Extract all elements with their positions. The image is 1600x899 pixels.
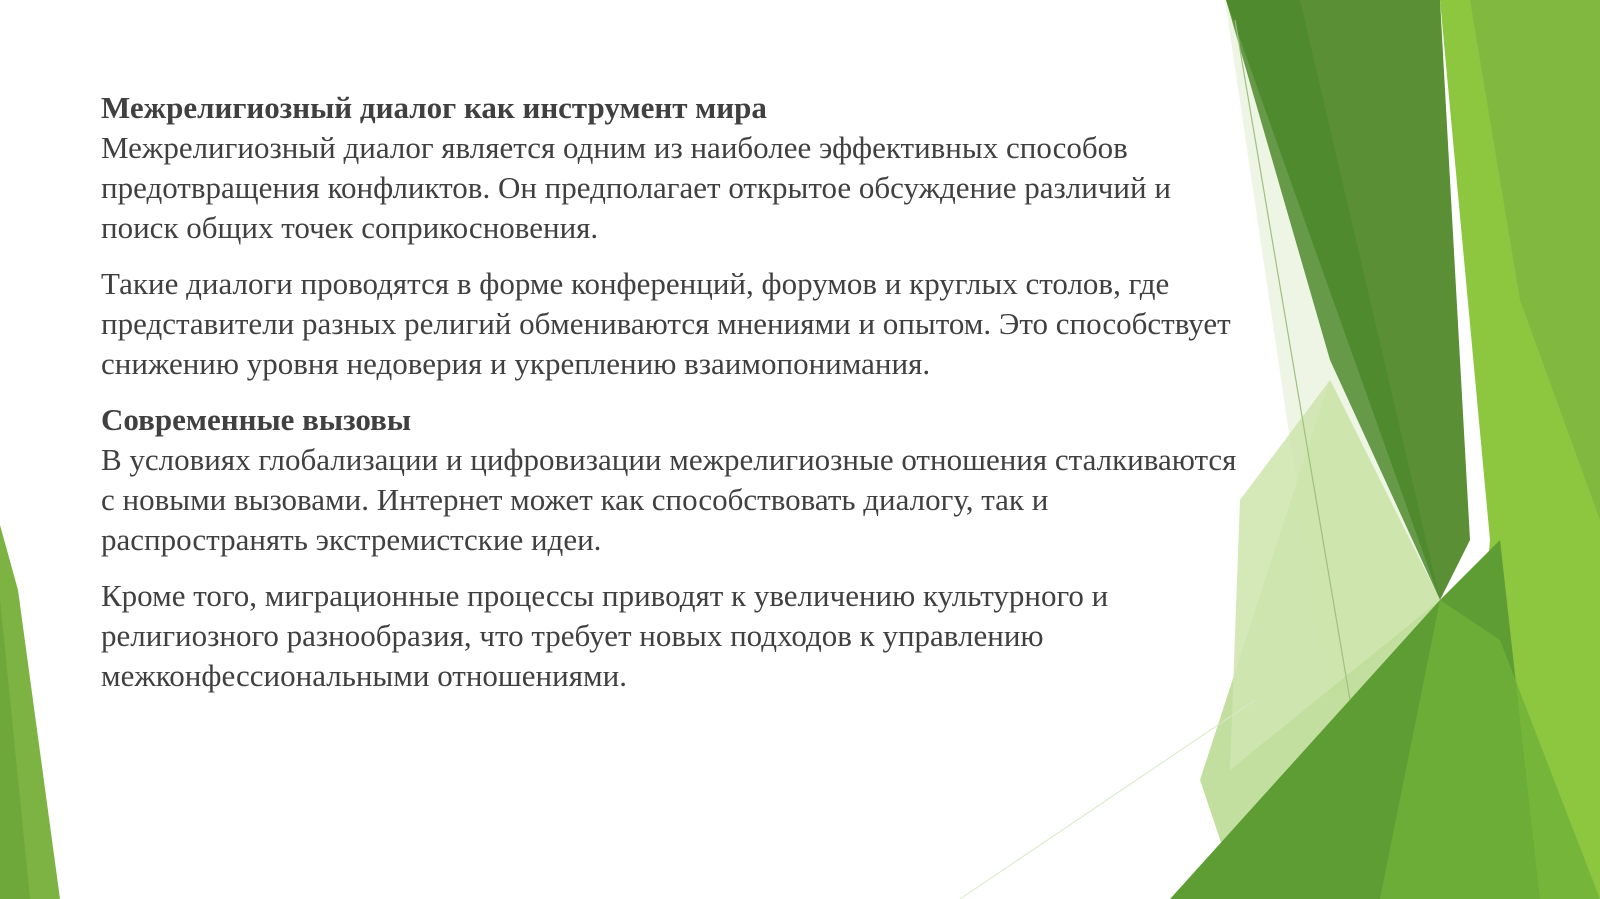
paragraph-migration: Кроме того, миграционные процессы приводят к увеличению культурного и религиозного разнообразия, что требует новых подходов к управлению межконфессиональными отношениями. bbox=[101, 578, 1109, 693]
paragraph-dialogue-definition: Межрелигиозный диалог является одним из наиболее эффективных способов предотвращения конфликтов. Он предполагает открытое обсуждение различий и поиск общих точек соприкосновения. bbox=[101, 130, 1171, 245]
section-heading-challenges: Современные вызовы bbox=[101, 402, 412, 437]
section-intro bbox=[101, 88, 1241, 248]
slide-body bbox=[101, 88, 1241, 712]
paragraph-globalization: В условиях глобализации и цифровизации межрелигиозные отношения сталкиваются с новыми вызовами. Интернет может как способствовать диалогу, так и распространять экстремистские идеи. bbox=[101, 442, 1237, 557]
paragraph-dialogue-forms: Такие диалоги проводятся в форме конференций, форумов и круглых столов, где представители разных религий обмениваются мнениями и опытом. Это способствует снижению уровня недоверия и укреплению взаимопонимания. bbox=[101, 266, 1231, 381]
section-challenges bbox=[101, 400, 1241, 560]
section-heading-dialogue: Межрелигиозный диалог как инструмент мира bbox=[101, 90, 767, 125]
